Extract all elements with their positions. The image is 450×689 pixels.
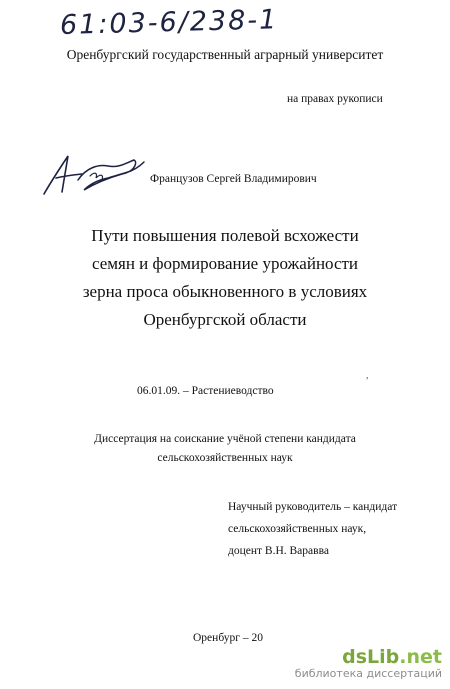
scientific-supervisor	[228, 496, 397, 562]
city-year: Оренбург – 20	[193, 632, 263, 644]
dissertation-title	[0, 222, 450, 334]
author-name: Французов Сергей Владимирович	[150, 173, 317, 185]
dslib-watermark[interactable]	[292, 647, 442, 681]
watermark-brand	[292, 647, 442, 667]
title-line: Оренбургской области	[143, 310, 307, 329]
degree-statement	[0, 430, 450, 468]
specialty-code: 06.01.09. – Растениеводство	[137, 385, 274, 397]
title-line: Пути повышения полевой всхожести	[91, 226, 359, 245]
watermark-brand-tld: .net	[399, 646, 442, 668]
title-line: зерна проса обыкновенного в условиях	[82, 282, 368, 301]
watermark-brand-name: dsLib	[342, 646, 400, 668]
degree-line: сельскохозяйственных наук	[157, 452, 293, 464]
watermark-subtitle: библиотека диссертаций	[294, 667, 442, 680]
manuscript-rights: на правах рукописи	[287, 93, 383, 105]
supervisor-line: сельскохозяйственных наук,	[228, 523, 367, 535]
archive-stamp: 61:03-6/238-1	[59, 4, 279, 41]
page-mark: ,	[366, 370, 369, 381]
signature-icon	[38, 150, 153, 205]
title-line: семян и формирование урожайности	[91, 254, 359, 273]
supervisor-line: Научный руководитель – кандидат	[228, 501, 398, 513]
university-name: Оренбургский государственный аграрный университет	[66, 47, 384, 62]
degree-line: Диссертация на соискание учёной степени кандидата	[94, 433, 356, 445]
supervisor-line: доцент В.Н. Варавва	[228, 545, 329, 557]
